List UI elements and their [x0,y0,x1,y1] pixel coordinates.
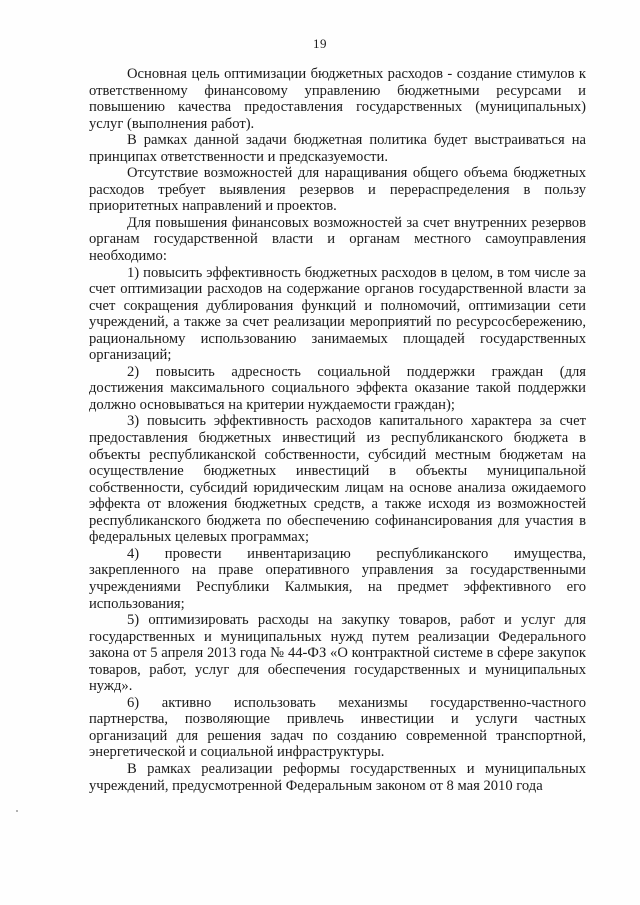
paragraph-reserves-redistribution: Отсутствие возможностей для наращивания общего объема бюджетных расходов требует выявления резервов и перераспределения в пользу приоритетных направлений и проектов. [89,165,586,215]
scan-speck [16,810,18,812]
list-item-1-spending-efficiency: 1) повысить эффективность бюджетных расходов в целом, в том числе за счет оптимизации расходов на содержание органов государственной власти за счет сокращения дублирования функций и полномочий, оптимизации сети учреждений, а также за счет реализации мероприятий по ресурсосбережению, рациональному использованию занимаемых площадей государственных организаций; [89,264,586,364]
list-item-6-public-private-partnership: 6) активно использовать механизмы государственно-частного партнерства, позволяющие привлечь инвестиции и услуги частных организаций для решения задач по созданию современной транспортной, энергетической и социальной инфраструктуры. [89,694,586,761]
page-number: 19 [313,36,327,51]
document-body [89,66,586,794]
paragraph-financial-capabilities-intro: Для повышения финансовых возможностей за счет внутренних резервов органам государственной власти и органам местного самоуправления необходимо: [89,214,586,265]
paragraph-institutions-reform: В рамках реализации реформы государственных и муниципальных учреждений, предусмотренной Федеральным законом от 8 мая 2010 года [89,760,586,794]
list-item-3-capital-expenditure: 3) повысить эффективность расходов капитального характера за счет предоставления бюджетных инвестиций из республиканского бюджета в объекты республиканской собственности, субсидий местным бюджетам на осуществление бюджетных инвестиций в объекты муниципальной собственности, субсидий юридическим лицам на основе анализа ожидаемого эффекта от вложения бюджетных средств, а также исходя из возможностей республиканского бюджета по обеспечению софинансирования для участия в федеральных целевых программах; [89,413,586,546]
list-item-5-procurement-optimization: 5) оптимизировать расходы на закупку товаров, работ и услуг для государственных и муниципальных нужд путем реализации Федерального закона от 5 апреля 2013 года № 44-ФЗ «О контрактной системе в сфере закупок товаров, работ, услуг для обеспечения государственных и муниципальных нужд». [89,612,586,695]
list-item-4-property-inventory: 4) провести инвентаризацию республиканского имущества, закрепленного на праве оперативного управления за государственными учреждениями Республики Калмыкия, на предмет эффективного его использования; [89,545,586,612]
list-item-2-social-support-targeting: 2) повысить адресность социальной поддержки граждан (для достижения максимального социального эффекта оказание такой поддержки должно основываться на критерии нуждаемости граждан); [89,363,586,413]
paragraph-optimization-goal: Основная цель оптимизации бюджетных расходов - создание стимулов к ответственному финансовому управлению бюджетными ресурсами и повышению качества предоставления государственных (муниципальных) услуг (выполнения работ). [89,66,586,132]
paragraph-budget-policy-principles: В рамках данной задачи бюджетная политика будет выстраиваться на принципах ответственности и предсказуемости. [89,132,586,165]
